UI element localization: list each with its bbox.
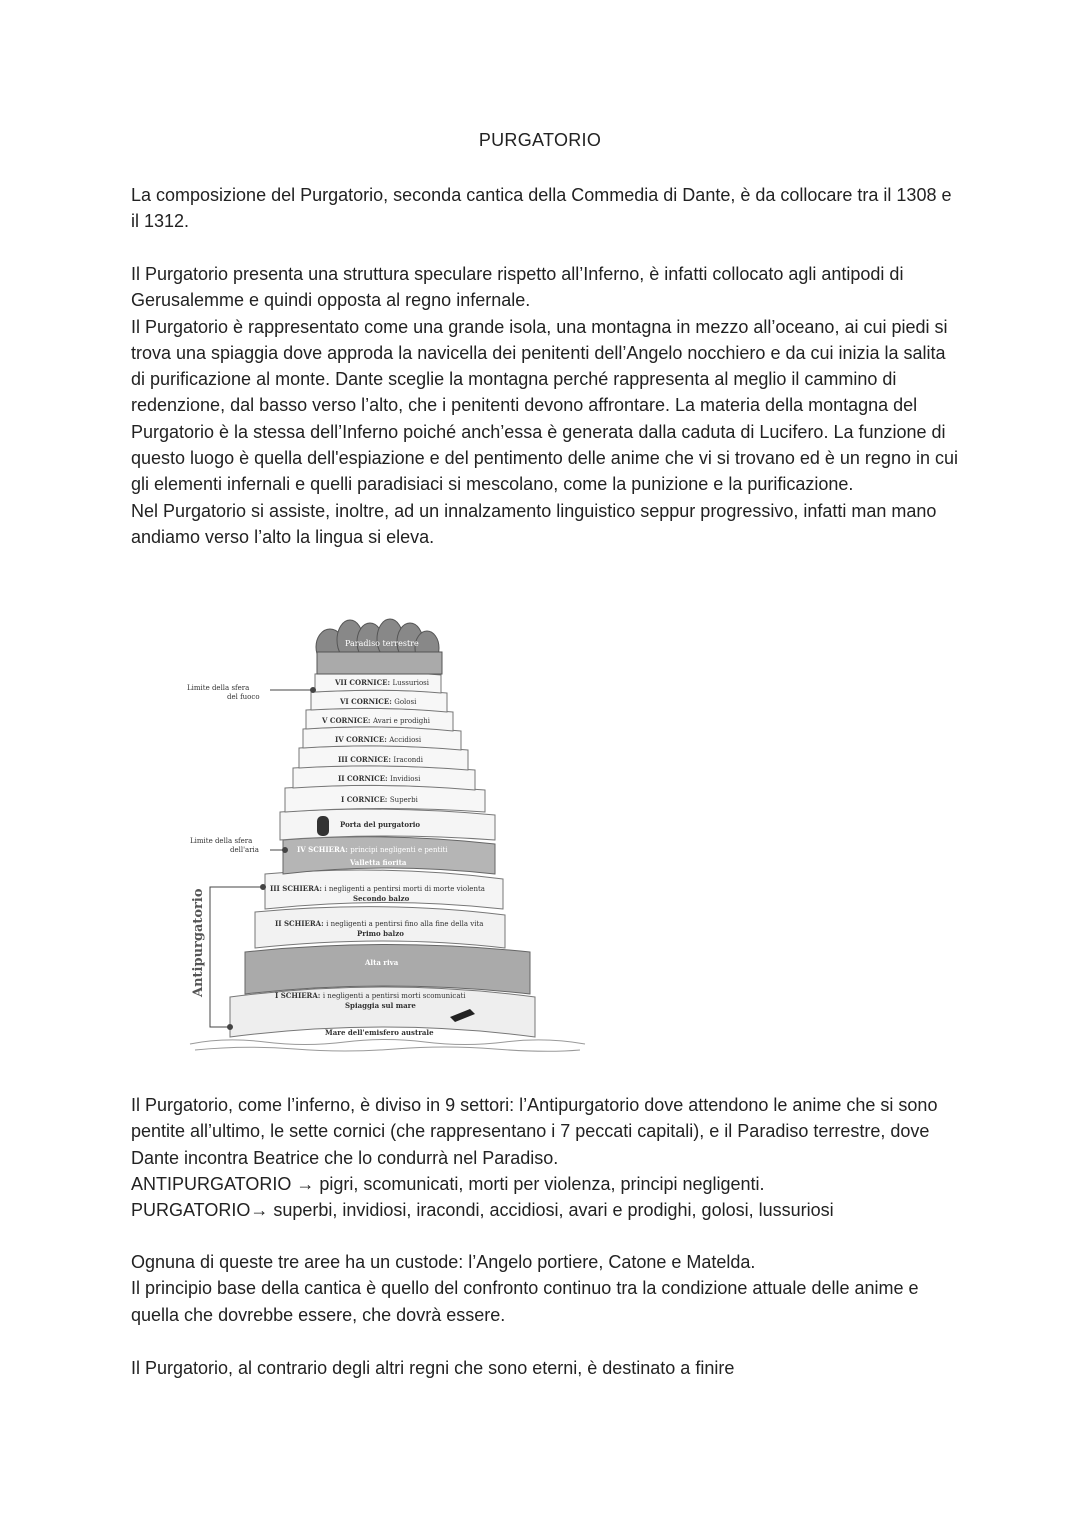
antipurgatorio-line: ANTIPURGATORIO → pigri, scomunicati, morti per violenza, principi negligenti. [131, 1173, 765, 1194]
custodi-paragraph [131, 1249, 961, 1328]
label-fire-1: Limite della sfera [187, 684, 250, 692]
schiera-1: I SCHIERA: i negligenti a pentirsi morti scomunicati [275, 991, 466, 1000]
cornice-3: III CORNICE: Iracondi [338, 755, 424, 764]
purgatory-diagram [185, 612, 595, 1057]
structure-text-2: Il Purgatorio è rappresentato come una grande isola, una montagna in mezzo all’oceano, ai cui piedi si trova una spiaggia dove approda la navicella dei penitenti dell’Angelo nocchiero e da cui inizia la salita di purificazione al monte. Dante sceglie la montagna perché rappresenta al meglio il cammino di redenzione, dal basso verso l’alto, che i penitenti devono affrontare. La materia della montagna del Purgatorio è la stessa dell’Inferno poiché anch’essa è generata dalla caduta di Lucifero. La funzione di questo luogo è quella dell'espiazione e del pentimento delle anime che vi si trovano ed è un regno in cui gli elementi infernali e quelli paradisiaci si mescolano, come la punizione e la purificazione. [131, 316, 958, 495]
label-paradiso: Paradiso terrestre [345, 639, 419, 648]
final-paragraph [131, 1355, 961, 1381]
label-spiaggia: Spiaggia sul mare [345, 1001, 416, 1010]
sectors-text: Il Purgatorio, come l’inferno, è diviso in 9 settori: l’Antipurgatorio dove attendono le anime che si sono pentite all’ultimo, le sette cornici (che rappresentano i 7 peccati capitali), e il Paradiso terrestre, dove Dante incontra Beatrice che lo condurrà nel Paradiso. [131, 1095, 938, 1168]
purgatorio-line: PURGATORIO→ superbi, invidiosi, iracondi, accidiosi, avari e prodighi, golosi, lussuriosi [131, 1200, 834, 1221]
label-alta-riva: Alta riva [365, 958, 399, 967]
final-text: Il Purgatorio, al contrario degli altri regni che sono eterni, è destinato a finire [131, 1358, 735, 1378]
structure-paragraph [131, 261, 961, 550]
label-antipurgatorio: Antipurgatorio [191, 888, 206, 997]
sectors-paragraph [131, 1092, 961, 1223]
cornice-5: V CORNICE: Avari e prodighi [322, 716, 431, 725]
cornice-4: IV CORNICE: Accidiosi [335, 735, 422, 744]
page-title: PURGATORIO [478, 130, 602, 150]
label-secondo-balzo: Secondo balzo [353, 894, 410, 903]
label-valletta: Valletta fiorita [350, 858, 407, 867]
structure-text-1: Il Purgatorio presenta una struttura speculare rispetto all’Inferno, è infatti collocato agli antipodi di Gerusalemme e quindi opposta al regno infernale. [131, 264, 904, 311]
cornice-2: II CORNICE: Invidiosi [338, 774, 421, 783]
custodi-text: Ognuna di queste tre aree ha un custode: l’Angelo portiere, Catone e Matelda. [131, 1252, 756, 1272]
cornice-6: VI CORNICE: Golosi [340, 697, 417, 706]
label-air-2: dell'aria [230, 846, 259, 854]
principio-text: Il principio base della cantica è quello del confronto continuo tra la condizione attuale delle anime e quella che dovrebbe essere, che dovrà essere. [131, 1278, 919, 1325]
cornice-1: I CORNICE: Superbi [341, 795, 418, 804]
schiera-2: II SCHIERA: i negligenti a pentirsi fino alla fine della vita [275, 919, 484, 928]
schiera-4: IV SCHIERA: principi negligenti e pentiti [297, 845, 448, 854]
label-fire-2: del fuoco [227, 693, 260, 701]
intro-paragraph [131, 182, 961, 235]
sea-waves [190, 1040, 585, 1052]
valley-tier [283, 837, 495, 874]
label-air-1: Limite della sfera [190, 837, 253, 845]
label-porta: Porta del purgatorio [340, 820, 421, 829]
cornice-7: VII CORNICE: Lussuriosi [335, 678, 429, 687]
gate-icon [317, 816, 329, 836]
structure-text-3: Nel Purgatorio si assiste, inoltre, ad un innalzamento linguistico seppur progressivo, infatti man mano andiamo verso l’alto la lingua si eleva. [131, 500, 937, 547]
label-mare: Mare dell'emisfero australe [325, 1028, 434, 1037]
intro-text: La composizione del Purgatorio, seconda cantica della Commedia di Dante, è da collocare tra il 1308 e il 1312. [131, 185, 952, 232]
schiera-3: III SCHIERA: i negligenti a pentirsi morti di morte violenta [270, 884, 485, 893]
label-primo-balzo: Primo balzo [357, 929, 404, 938]
